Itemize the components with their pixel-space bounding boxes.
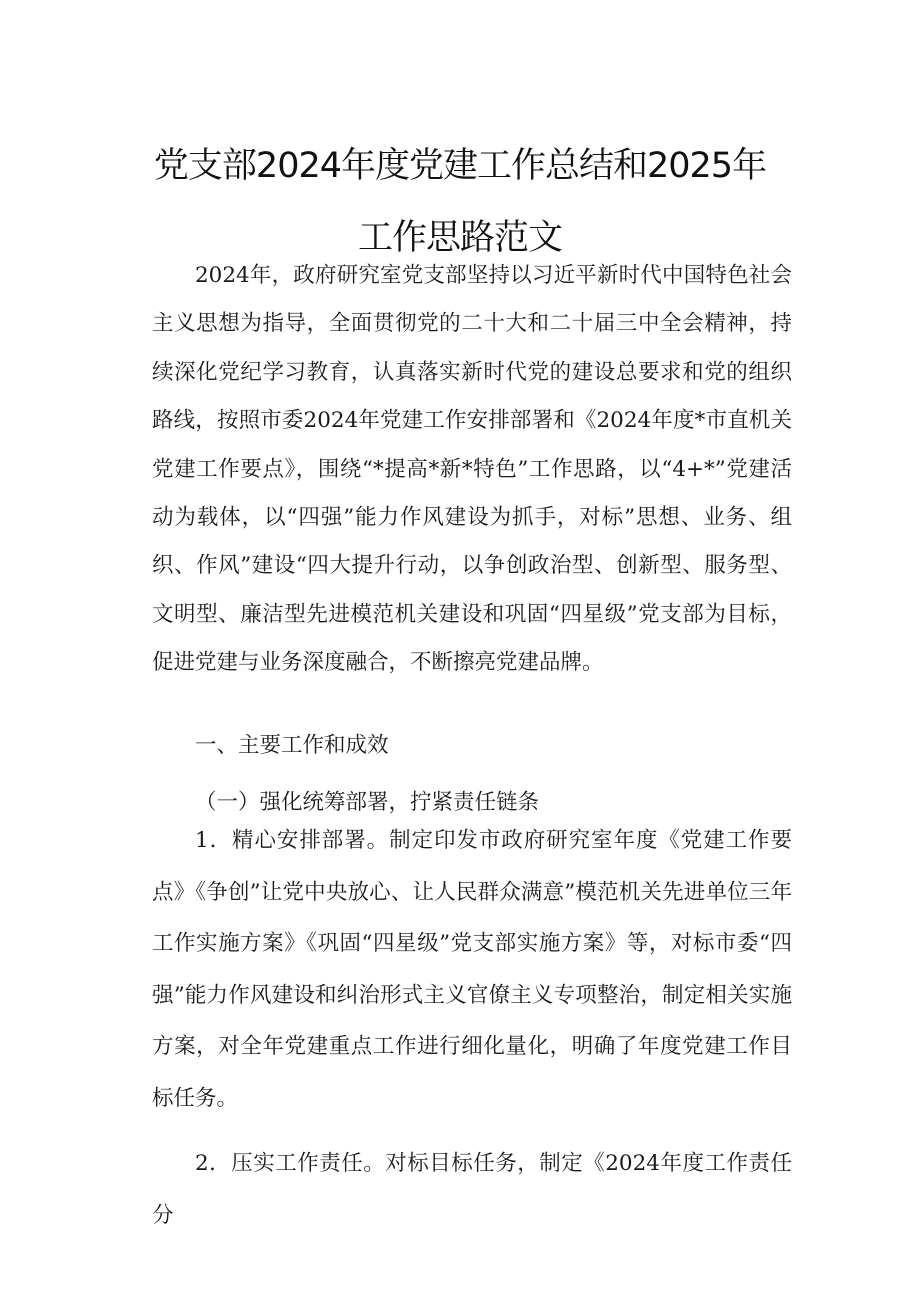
- item-paragraph-2: 2．压实工作责任。对标目标任务，制定《2024年度工作责任分: [152, 1151, 792, 1228]
- section-heading: 一、主要工作和成效: [195, 733, 389, 758]
- intro-paragraph: 2024年，政府研究室党支部坚持以习近平新时代中国特色社会主义思想为指导，全面贯彻党的二十大和二十届三中全会精神，持续深化党纪学习教育，认真落实新时代党的建设总要求和党的组织路线，按照市委2024年党建工作安排部署和《2024年度*市直机关党建工作要点》，围绕“*提高*新*特色”工作思路，以“4+*”党建活动为载体，以“四强”能力作风建设为抓手，对标”思想、业务、组织、作风”建设“四大提升行动，以争创政治型、创新型、服务型、文明型、廉洁型先进模范机关建设和巩固“四星级”党支部为目标，促进党建与业务深度融合，不断擦亮党建品牌。: [152, 263, 792, 676]
- item-paragraph-1: 1．精心安排部署。制定印发市政府研究室年度《党建工作要点》《争创”让党中央放心、让人民群众满意”模范机关先进单位三年工作实施方案》《巩固“四星级”党支部实施方案》等，对标市委“四强”能力作风建设和纠治形式主义官僚主义专项整治，制定相关实施方案，对全年党建重点工作进行细化量化，明确了年度党建工作目标任务。: [152, 828, 792, 1111]
- document-title-line-1: 党支部2024年度党建工作总结和2025年: [153, 146, 767, 186]
- subsection-heading: （一）强化统筹部署，拧紧责任链条: [195, 790, 540, 815]
- document-title-line-2: 工作思路范文: [357, 218, 562, 258]
